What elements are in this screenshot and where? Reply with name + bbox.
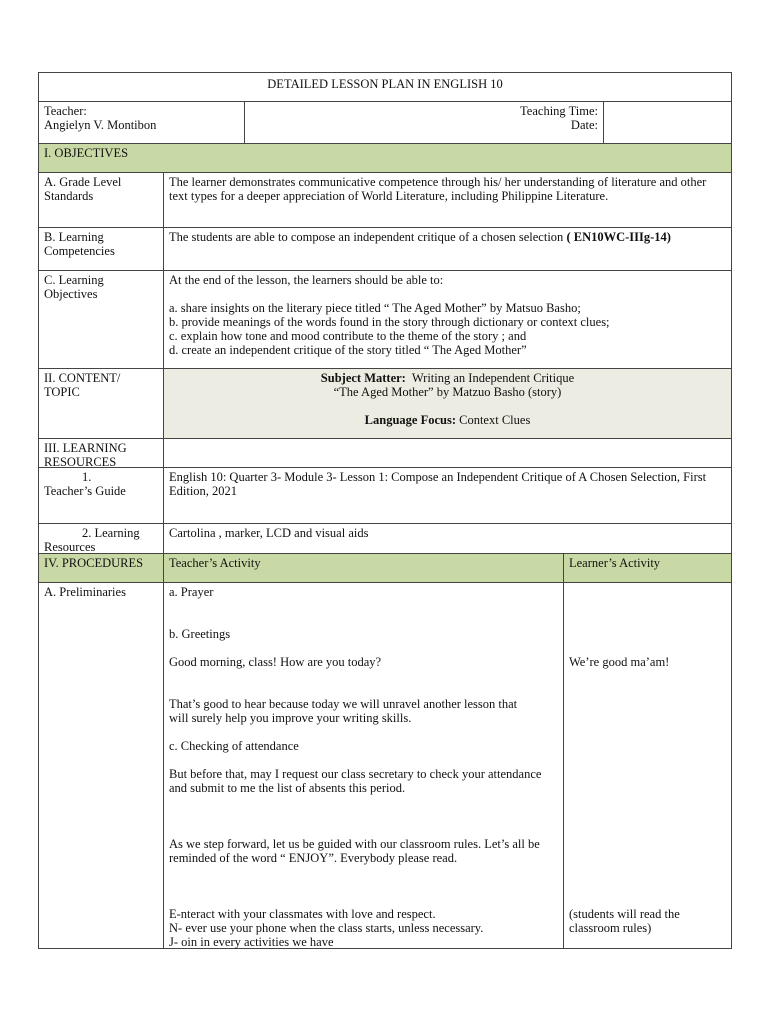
objective-item: b. provide meanings of the words found in the story through dictionary or context clues; [169, 315, 610, 329]
time-date-labels [244, 102, 603, 143]
teacher-row [38, 102, 732, 144]
objectives-intro: At the end of the lesson, the learners should be able to: [169, 273, 444, 287]
teaching-time-label: Teaching Time: [520, 104, 598, 118]
procedures-header-row [38, 554, 732, 583]
teacher-activity-header: Teacher’s Activity [163, 554, 563, 582]
time-date-values [603, 102, 731, 143]
teacher-activity-cell [163, 583, 563, 948]
lesson-plan-document [38, 72, 732, 949]
learning-objectives-row [38, 271, 732, 369]
language-focus [169, 413, 726, 427]
content-cell [163, 369, 731, 438]
title-row [38, 72, 732, 102]
rule-j: J- oin in every activities we have [169, 935, 334, 949]
thats-good: That’s good to hear because today we will unravel another lesson that will surely help you improve your writing skills. [169, 697, 518, 725]
subject-matter [169, 371, 726, 385]
learning-resources-label: Resources [44, 540, 96, 554]
document-title: DETAILED LESSON PLAN IN ENGLISH 10 [267, 77, 503, 91]
teacher-name: Angielyn V. Montibon [44, 118, 157, 132]
procedures-label: IV. PROCEDURES [44, 556, 144, 570]
rules-response: (students will read the classroom rules) [569, 907, 680, 935]
competencies-cell [163, 228, 731, 270]
resources-header-row [38, 439, 732, 468]
date-label: Date: [570, 118, 598, 132]
teachers-guide-number: 1. [82, 470, 92, 484]
objectives-header: I. OBJECTIVES [44, 146, 129, 160]
secretary-request: But before that, may I request our class secretary to check your attendance and submit to me the list of absents this period. [169, 767, 542, 795]
good-morning: Good morning, class! How are you today? [169, 655, 382, 669]
language-focus-text: Context Clues [459, 413, 531, 427]
checking-attendance: c. Checking of attendance [169, 739, 299, 753]
learning-resources-number: 2. Learning [82, 526, 140, 540]
objectives-header-row [38, 144, 732, 173]
teachers-guide-text: English 10: Quarter 3- Module 3- Lesson 1: Compose an Independent Critique of A Chosen Selection, First Edition, 2021 [163, 468, 731, 523]
learning-resources-label-cell [39, 524, 163, 553]
subject-matter-label: Subject Matter: [320, 371, 406, 385]
teachers-guide-label: Teacher’s Guide [44, 484, 126, 498]
learning-resources-row [38, 524, 732, 554]
rules-intro: As we step forward, let us be guided with our classroom rules. Let’s all be reminded of the word “ ENJOY”. Everybody please read. [169, 837, 540, 865]
language-focus-label: Language Focus: [364, 413, 456, 427]
teachers-guide-row [38, 468, 732, 524]
preliminaries-label: A. Preliminaries [44, 585, 126, 599]
story-title: “The Aged Mother” by Matzuo Basho (story) [333, 385, 562, 399]
competencies-label: B. Learning Competencies [44, 230, 115, 258]
competency-code: ( EN10WC-IIIg-14) [566, 230, 671, 244]
grade-standards-label: A. Grade Level Standards [44, 175, 122, 203]
objective-item: c. explain how tone and mood contribute to the theme of the story ; and [169, 329, 527, 343]
learner-activity-cell [563, 583, 731, 948]
greetings: b. Greetings [169, 627, 231, 641]
prayer: a. Prayer [169, 585, 214, 599]
objective-item: d. create an independent critique of the story titled “ The Aged Mother” [169, 343, 527, 357]
learning-objectives-label: C. Learning Objectives [44, 273, 104, 301]
learning-objectives-cell [163, 271, 731, 368]
grade-standards-text: The learner demonstrates communicative competence through his/ her understanding of literature and other text types for a deeper appreciation of World Literature, including Philippine Literature. [163, 173, 731, 227]
content-label: II. CONTENT/ TOPIC [44, 371, 121, 399]
objective-item: a. share insights on the literary piece titled “ The Aged Mother” by Matsuo Basho; [169, 301, 581, 315]
teacher-cell [39, 102, 244, 143]
teachers-guide-label-cell [39, 468, 163, 523]
learning-resources-text: Cartolina , marker, LCD and visual aids [163, 524, 731, 553]
grade-standards-row [38, 173, 732, 228]
competencies-row [38, 228, 732, 271]
teacher-label: Teacher: [44, 104, 87, 118]
resources-label: III. LEARNING RESOURCES [44, 441, 127, 469]
competencies-text: The students are able to compose an independent critique of a chosen selection [169, 230, 564, 244]
rule-e: E-nteract with your classmates with love and respect. [169, 907, 436, 921]
subject-matter-text: Writing an Independent Critique [411, 371, 575, 385]
content-row [38, 369, 732, 439]
learner-activity-header: Learner’s Activity [563, 554, 731, 582]
good-response: We’re good ma’am! [569, 655, 670, 669]
rule-n: N- ever use your phone when the class starts, unless necessary. [169, 921, 484, 935]
preliminaries-row [38, 583, 732, 949]
